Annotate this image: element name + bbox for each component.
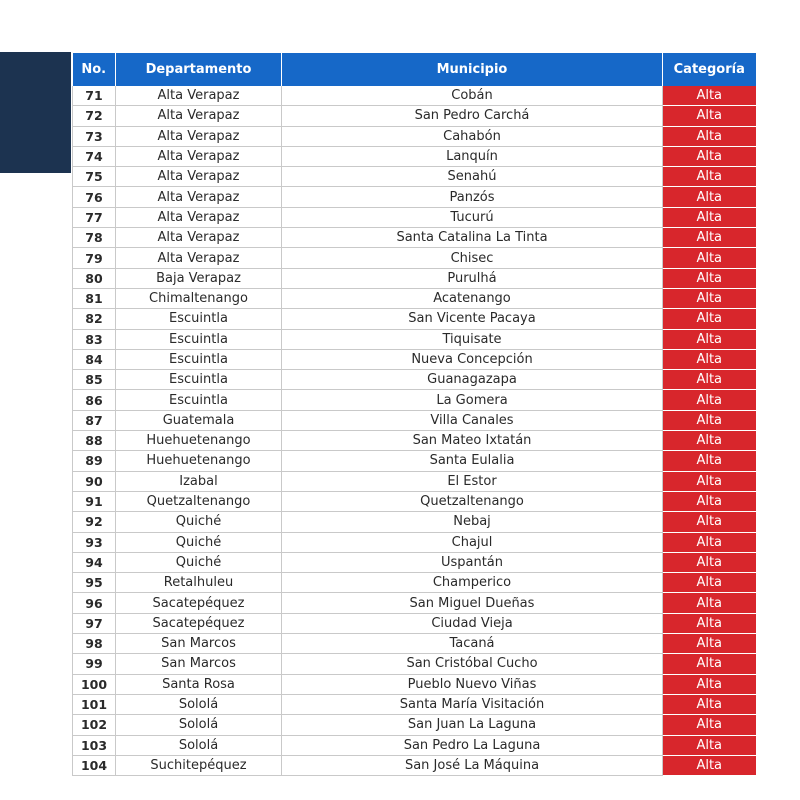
- table-row: [73, 471, 756, 491]
- municipio-cell: Senahú: [282, 167, 663, 187]
- departamento-cell: Sacatepéquez: [116, 613, 282, 633]
- table-row: [73, 654, 756, 674]
- municipality-table: [72, 53, 756, 776]
- municipio-cell: Champerico: [282, 573, 663, 593]
- categoria-cell: Alta: [663, 187, 756, 207]
- categoria-cell: Alta: [663, 755, 756, 775]
- table-row: [73, 573, 756, 593]
- table-header: [73, 53, 756, 86]
- table-row: [73, 613, 756, 633]
- row-number-cell: 77: [73, 207, 116, 227]
- municipio-cell: San Miguel Dueñas: [282, 593, 663, 613]
- categoria-cell: Alta: [663, 126, 756, 146]
- table-row: [73, 228, 756, 248]
- departamento-cell: Alta Verapaz: [116, 248, 282, 268]
- municipio-cell: Guanagazapa: [282, 370, 663, 390]
- row-number-cell: 83: [73, 329, 116, 349]
- categoria-cell: Alta: [663, 715, 756, 735]
- departamento-cell: Alta Verapaz: [116, 86, 282, 106]
- categoria-cell: Alta: [663, 573, 756, 593]
- categoria-cell: Alta: [663, 532, 756, 552]
- departamento-cell: Alta Verapaz: [116, 167, 282, 187]
- municipio-cell: Panzós: [282, 187, 663, 207]
- departamento-cell: Alta Verapaz: [116, 207, 282, 227]
- categoria-cell: Alta: [663, 674, 756, 694]
- municipio-cell: Santa Eulalia: [282, 451, 663, 471]
- categoria-cell: Alta: [663, 167, 756, 187]
- table-row: [73, 349, 756, 369]
- departamento-cell: Guatemala: [116, 410, 282, 430]
- departamento-cell: Alta Verapaz: [116, 228, 282, 248]
- categoria-cell: Alta: [663, 207, 756, 227]
- categoria-cell: Alta: [663, 613, 756, 633]
- categoria-cell: Alta: [663, 552, 756, 572]
- municipio-cell: San Pedro La Laguna: [282, 735, 663, 755]
- municipio-cell: Santa María Visitación: [282, 694, 663, 714]
- categoria-cell: Alta: [663, 146, 756, 166]
- categoria-cell: Alta: [663, 410, 756, 430]
- municipio-cell: Pueblo Nuevo Viñas: [282, 674, 663, 694]
- departamento-cell: Escuintla: [116, 390, 282, 410]
- departamento-cell: Quiché: [116, 532, 282, 552]
- categoria-cell: Alta: [663, 451, 756, 471]
- table-row: [73, 106, 756, 126]
- departamento-cell: Huehuetenango: [116, 431, 282, 451]
- row-number-cell: 84: [73, 349, 116, 369]
- table-row: [73, 593, 756, 613]
- departamento-cell: Izabal: [116, 471, 282, 491]
- municipio-cell: La Gomera: [282, 390, 663, 410]
- table-row: [73, 207, 756, 227]
- departamento-cell: Huehuetenango: [116, 451, 282, 471]
- row-number-cell: 98: [73, 634, 116, 654]
- row-number-cell: 79: [73, 248, 116, 268]
- table-row: [73, 451, 756, 471]
- row-number-cell: 104: [73, 755, 116, 775]
- municipio-cell: El Estor: [282, 471, 663, 491]
- departamento-cell: Sololá: [116, 694, 282, 714]
- categoria-cell: Alta: [663, 309, 756, 329]
- table-row: [73, 309, 756, 329]
- table-row: [73, 268, 756, 288]
- municipio-cell: Acatenango: [282, 288, 663, 308]
- departamento-cell: Alta Verapaz: [116, 106, 282, 126]
- row-number-cell: 89: [73, 451, 116, 471]
- row-number-cell: 75: [73, 167, 116, 187]
- row-number-cell: 90: [73, 471, 116, 491]
- municipio-cell: San Mateo Ixtatán: [282, 431, 663, 451]
- header-categoria: Categoría: [663, 53, 756, 86]
- row-number-cell: 100: [73, 674, 116, 694]
- row-number-cell: 72: [73, 106, 116, 126]
- categoria-cell: Alta: [663, 106, 756, 126]
- municipio-cell: Cobán: [282, 86, 663, 106]
- categoria-cell: Alta: [663, 471, 756, 491]
- table-body: [73, 86, 756, 776]
- categoria-cell: Alta: [663, 268, 756, 288]
- row-number-cell: 88: [73, 431, 116, 451]
- departamento-cell: Quiché: [116, 552, 282, 572]
- row-number-cell: 85: [73, 370, 116, 390]
- departamento-cell: Sacatepéquez: [116, 593, 282, 613]
- table-row: [73, 126, 756, 146]
- row-number-cell: 103: [73, 735, 116, 755]
- row-number-cell: 92: [73, 512, 116, 532]
- categoria-cell: Alta: [663, 634, 756, 654]
- categoria-cell: Alta: [663, 431, 756, 451]
- departamento-cell: Alta Verapaz: [116, 146, 282, 166]
- departamento-cell: Sololá: [116, 735, 282, 755]
- row-number-cell: 74: [73, 146, 116, 166]
- municipality-table-container: [72, 53, 755, 776]
- row-number-cell: 78: [73, 228, 116, 248]
- departamento-cell: Escuintla: [116, 309, 282, 329]
- categoria-cell: Alta: [663, 248, 756, 268]
- departamento-cell: San Marcos: [116, 654, 282, 674]
- row-number-cell: 87: [73, 410, 116, 430]
- table-row: [73, 552, 756, 572]
- table-row: [73, 674, 756, 694]
- row-number-cell: 91: [73, 491, 116, 511]
- categoria-cell: Alta: [663, 370, 756, 390]
- categoria-cell: Alta: [663, 654, 756, 674]
- side-decoration-block: [0, 52, 71, 173]
- departamento-cell: Escuintla: [116, 329, 282, 349]
- row-number-cell: 80: [73, 268, 116, 288]
- municipio-cell: Nueva Concepción: [282, 349, 663, 369]
- departamento-cell: Quetzaltenango: [116, 491, 282, 511]
- table-row: [73, 187, 756, 207]
- table-row: [73, 431, 756, 451]
- departamento-cell: Suchitepéquez: [116, 755, 282, 775]
- departamento-cell: Alta Verapaz: [116, 126, 282, 146]
- departamento-cell: San Marcos: [116, 634, 282, 654]
- table-row: [73, 329, 756, 349]
- table-row: [73, 410, 756, 430]
- departamento-cell: Quiché: [116, 512, 282, 532]
- departamento-cell: Escuintla: [116, 349, 282, 369]
- categoria-cell: Alta: [663, 86, 756, 106]
- categoria-cell: Alta: [663, 491, 756, 511]
- categoria-cell: Alta: [663, 512, 756, 532]
- departamento-cell: Sololá: [116, 715, 282, 735]
- table-row: [73, 248, 756, 268]
- municipio-cell: San Pedro Carchá: [282, 106, 663, 126]
- municipio-cell: San Juan La Laguna: [282, 715, 663, 735]
- row-number-cell: 81: [73, 288, 116, 308]
- header-municipio: Municipio: [282, 53, 663, 86]
- row-number-cell: 82: [73, 309, 116, 329]
- row-number-cell: 93: [73, 532, 116, 552]
- row-number-cell: 101: [73, 694, 116, 714]
- row-number-cell: 99: [73, 654, 116, 674]
- table-row: [73, 735, 756, 755]
- departamento-cell: Chimaltenango: [116, 288, 282, 308]
- header-no: No.: [73, 53, 116, 86]
- table-row: [73, 634, 756, 654]
- categoria-cell: Alta: [663, 329, 756, 349]
- row-number-cell: 95: [73, 573, 116, 593]
- table-row: [73, 715, 756, 735]
- row-number-cell: 96: [73, 593, 116, 613]
- departamento-cell: Baja Verapaz: [116, 268, 282, 288]
- categoria-cell: Alta: [663, 228, 756, 248]
- table-row: [73, 146, 756, 166]
- table-row: [73, 288, 756, 308]
- categoria-cell: Alta: [663, 288, 756, 308]
- municipio-cell: Nebaj: [282, 512, 663, 532]
- table-row: [73, 370, 756, 390]
- categoria-cell: Alta: [663, 593, 756, 613]
- table-row: [73, 167, 756, 187]
- municipio-cell: Villa Canales: [282, 410, 663, 430]
- row-number-cell: 73: [73, 126, 116, 146]
- row-number-cell: 86: [73, 390, 116, 410]
- table-row: [73, 512, 756, 532]
- row-number-cell: 76: [73, 187, 116, 207]
- table-row: [73, 491, 756, 511]
- municipio-cell: Tiquisate: [282, 329, 663, 349]
- municipio-cell: Purulhá: [282, 268, 663, 288]
- table-row: [73, 532, 756, 552]
- row-number-cell: 97: [73, 613, 116, 633]
- municipio-cell: Cahabón: [282, 126, 663, 146]
- municipio-cell: Quetzaltenango: [282, 491, 663, 511]
- municipio-cell: Tucurú: [282, 207, 663, 227]
- municipio-cell: San José La Máquina: [282, 755, 663, 775]
- row-number-cell: 94: [73, 552, 116, 572]
- table-row: [73, 390, 756, 410]
- table-row: [73, 86, 756, 106]
- departamento-cell: Alta Verapaz: [116, 187, 282, 207]
- header-row: [73, 53, 756, 86]
- row-number-cell: 102: [73, 715, 116, 735]
- categoria-cell: Alta: [663, 735, 756, 755]
- table-row: [73, 694, 756, 714]
- municipio-cell: Santa Catalina La Tinta: [282, 228, 663, 248]
- departamento-cell: Santa Rosa: [116, 674, 282, 694]
- municipio-cell: Chajul: [282, 532, 663, 552]
- categoria-cell: Alta: [663, 694, 756, 714]
- table-row: [73, 755, 756, 775]
- categoria-cell: Alta: [663, 349, 756, 369]
- header-departamento: Departamento: [116, 53, 282, 86]
- categoria-cell: Alta: [663, 390, 756, 410]
- municipio-cell: Chisec: [282, 248, 663, 268]
- municipio-cell: Lanquín: [282, 146, 663, 166]
- municipio-cell: Ciudad Vieja: [282, 613, 663, 633]
- municipio-cell: Uspantán: [282, 552, 663, 572]
- municipio-cell: San Vicente Pacaya: [282, 309, 663, 329]
- row-number-cell: 71: [73, 86, 116, 106]
- municipio-cell: Tacaná: [282, 634, 663, 654]
- departamento-cell: Retalhuleu: [116, 573, 282, 593]
- departamento-cell: Escuintla: [116, 370, 282, 390]
- municipio-cell: San Cristóbal Cucho: [282, 654, 663, 674]
